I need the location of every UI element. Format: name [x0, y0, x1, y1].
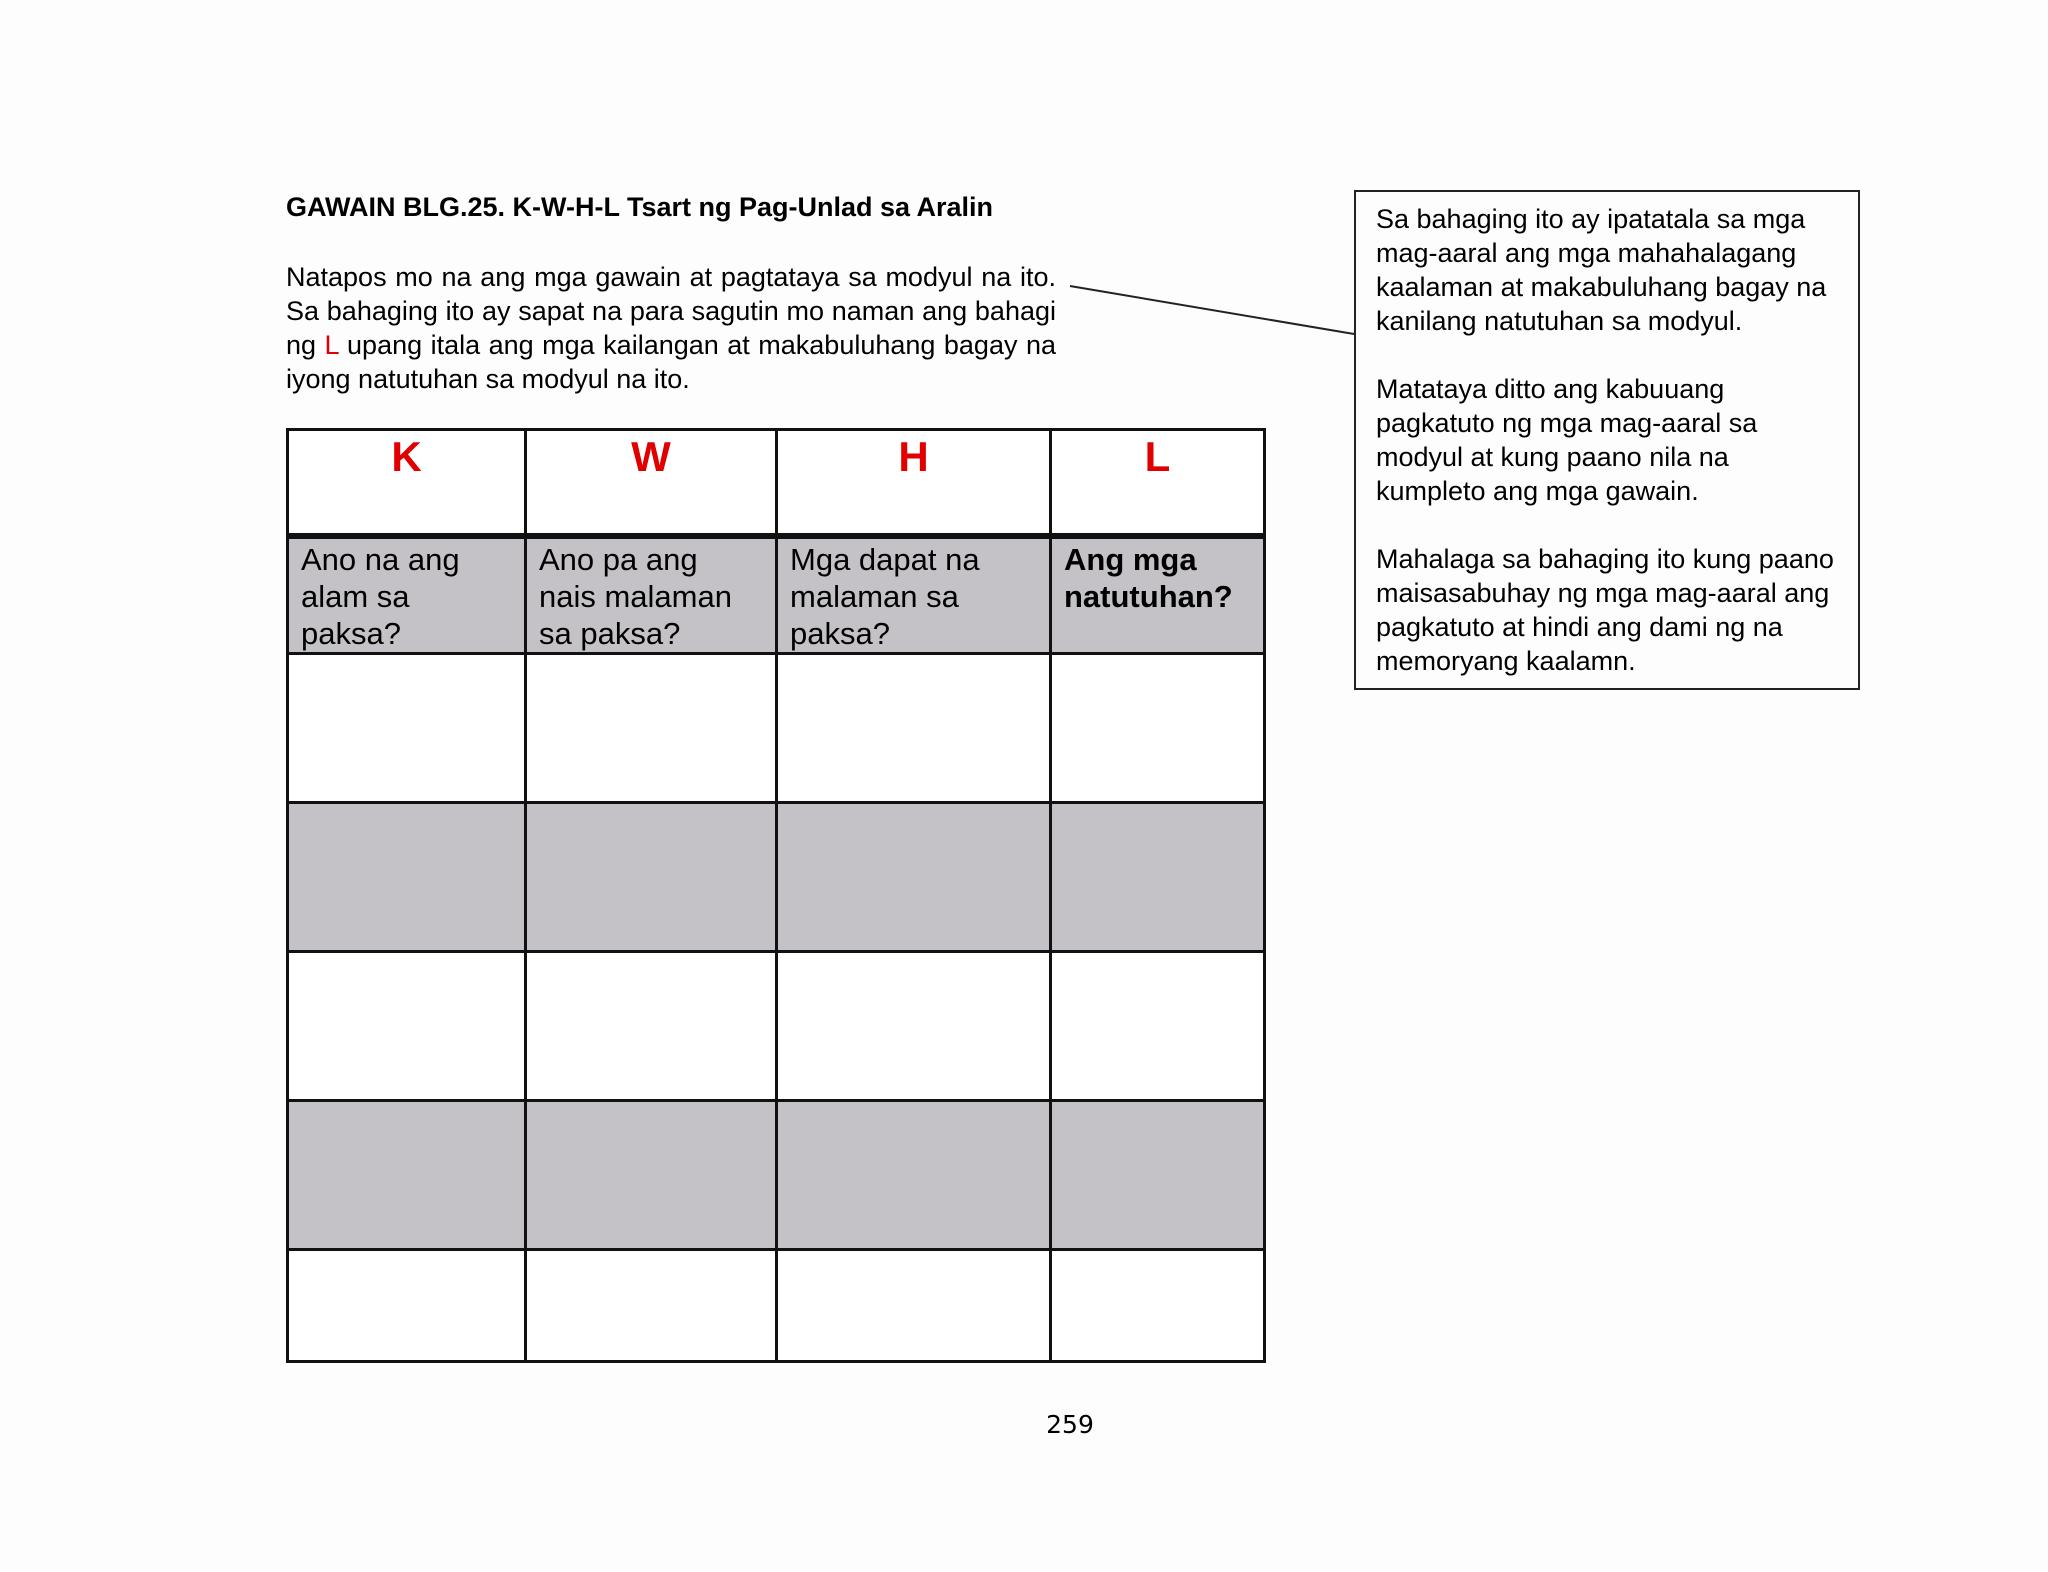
answer-cell[interactable]	[288, 1250, 526, 1362]
question-h: Mga dapat na malaman sa paksa?	[777, 536, 1051, 654]
header-row	[288, 430, 1265, 537]
answer-cell[interactable]	[526, 803, 777, 952]
answer-cell[interactable]	[288, 1101, 526, 1250]
answer-cell[interactable]	[777, 1101, 1051, 1250]
intro-text-end: upang itala ang mga kailangan at makabuluhang bagay na iyong natutuhan sa modyul na ito.	[286, 330, 1056, 394]
answer-row	[288, 952, 1265, 1101]
answer-cell[interactable]	[777, 952, 1051, 1101]
answer-cell[interactable]	[1051, 803, 1265, 952]
header-h: H	[777, 430, 1051, 537]
answer-row	[288, 1101, 1265, 1250]
answer-row	[288, 803, 1265, 952]
intro-highlight-letter: L	[324, 330, 339, 360]
answer-cell[interactable]	[1051, 654, 1265, 803]
kwhl-chart	[286, 428, 1266, 1363]
answer-cell[interactable]	[526, 1101, 777, 1250]
answer-cell[interactable]	[526, 1250, 777, 1362]
answer-row	[288, 654, 1265, 803]
answer-cell[interactable]	[777, 654, 1051, 803]
answer-row	[288, 1250, 1265, 1362]
intro-text-start: Natapos mo na ang mga gawain at pagtataya sa modyul na ito. Sa bahaging ito ay sapat na para sagutin mo naman ang bahagi ng	[286, 262, 1056, 360]
question-row	[288, 536, 1265, 654]
answer-cell[interactable]	[1051, 952, 1265, 1101]
answer-cell[interactable]	[526, 654, 777, 803]
answer-cell[interactable]	[777, 803, 1051, 952]
header-l: L	[1051, 430, 1265, 537]
teacher-note-box	[1354, 190, 1860, 690]
header-k: K	[288, 430, 526, 537]
question-k: Ano na ang alam sa paksa?	[288, 536, 526, 654]
activity-title: GAWAIN BLG.25. K-W-H-L Tsart ng Pag-Unlad sa Aralin	[286, 192, 994, 222]
question-l: Ang mga natutuhan?	[1051, 536, 1265, 654]
page-number: 259	[1046, 1410, 1094, 1439]
note-paragraph-2: Matataya ditto ang kabuuang pagkatuto ng mga mag-aaral sa modyul at kung paano nila na kumpleto ang mga gawain.	[1376, 374, 1758, 506]
header-w: W	[526, 430, 777, 537]
answer-cell[interactable]	[288, 952, 526, 1101]
intro-paragraph	[286, 260, 1056, 396]
note-paragraph-3: Mahalaga sa bahaging ito kung paano maisasabuhay ng mga mag-aaral ang pagkatuto at hindi ang dami ng na memoryang kaalamn.	[1376, 544, 1834, 676]
answer-cell[interactable]	[1051, 1101, 1265, 1250]
answer-cell[interactable]	[288, 803, 526, 952]
answer-cell[interactable]	[526, 952, 777, 1101]
answer-cell[interactable]	[288, 654, 526, 803]
answer-cell[interactable]	[1051, 1250, 1265, 1362]
question-w: Ano pa ang nais malaman sa paksa?	[526, 536, 777, 654]
answer-cell[interactable]	[777, 1250, 1051, 1362]
note-paragraph-1: Sa bahaging ito ay ipatatala sa mga mag-aaral ang mga mahahalagang kaalaman at makabuluhang bagay na kanilang natutuhan sa modyul.	[1376, 204, 1827, 336]
